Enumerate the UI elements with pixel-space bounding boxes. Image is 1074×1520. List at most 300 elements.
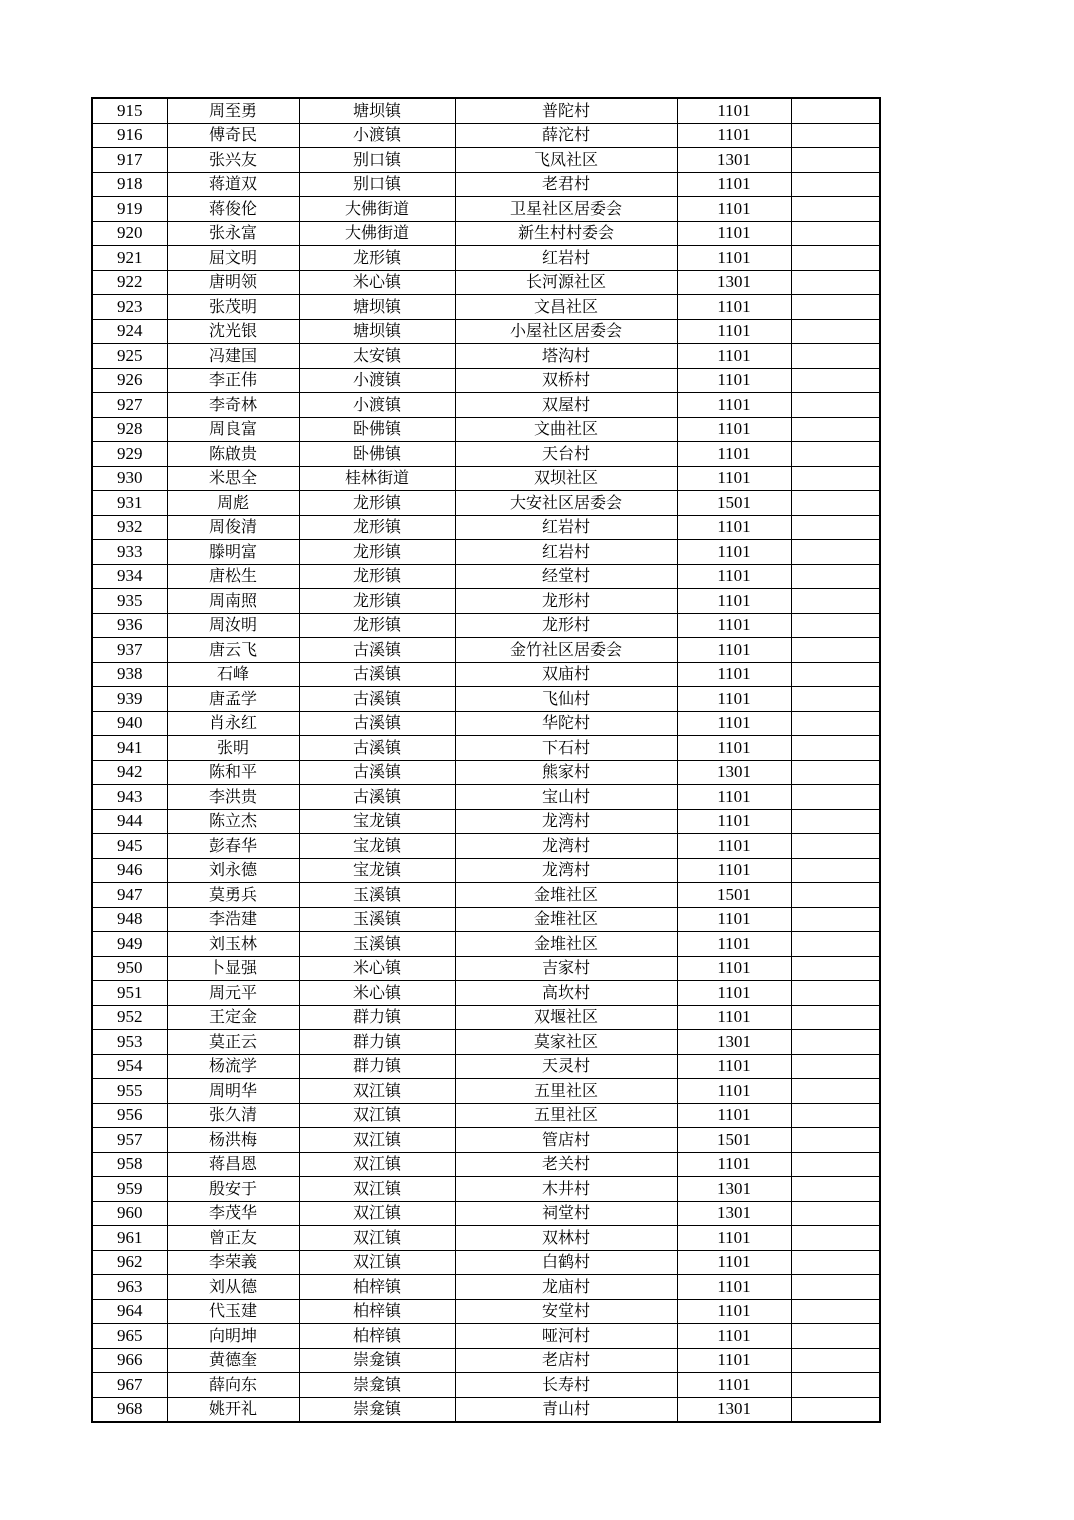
blank-cell xyxy=(791,148,880,173)
blank-cell xyxy=(791,442,880,467)
village-cell: 文昌社区 xyxy=(455,295,677,320)
blank-cell xyxy=(791,344,880,369)
name-cell: 陈和平 xyxy=(167,760,299,785)
name-cell: 莫勇兵 xyxy=(167,883,299,908)
table-row xyxy=(92,172,880,197)
name-cell: 陈啟贵 xyxy=(167,442,299,467)
village-cell: 龙形村 xyxy=(455,589,677,614)
blank-cell xyxy=(791,319,880,344)
name-cell: 薛向东 xyxy=(167,1373,299,1398)
town-cell: 大佛街道 xyxy=(299,221,455,246)
blank-cell xyxy=(791,589,880,614)
code-cell: 1101 xyxy=(677,1373,791,1398)
village-cell: 白鹤村 xyxy=(455,1250,677,1275)
village-cell: 双桥村 xyxy=(455,368,677,393)
data-table xyxy=(91,97,881,1423)
village-cell: 五里社区 xyxy=(455,1079,677,1104)
village-cell: 天台村 xyxy=(455,442,677,467)
index-cell: 931 xyxy=(92,491,167,516)
table-row xyxy=(92,123,880,148)
table-row xyxy=(92,907,880,932)
table-row xyxy=(92,1177,880,1202)
blank-cell xyxy=(791,687,880,712)
blank-cell xyxy=(791,736,880,761)
table-row xyxy=(92,1348,880,1373)
town-cell: 龙形镇 xyxy=(299,540,455,565)
blank-cell xyxy=(791,246,880,271)
village-cell: 飞仙村 xyxy=(455,687,677,712)
town-cell: 双江镇 xyxy=(299,1201,455,1226)
table-row xyxy=(92,858,880,883)
town-cell: 双江镇 xyxy=(299,1079,455,1104)
town-cell: 群力镇 xyxy=(299,1005,455,1030)
blank-cell xyxy=(791,613,880,638)
code-cell: 1101 xyxy=(677,417,791,442)
code-cell: 1301 xyxy=(677,148,791,173)
table-row xyxy=(92,295,880,320)
table-row xyxy=(92,491,880,516)
table-row xyxy=(92,834,880,859)
town-cell: 群力镇 xyxy=(299,1030,455,1055)
town-cell: 米心镇 xyxy=(299,270,455,295)
town-cell: 龙形镇 xyxy=(299,613,455,638)
village-cell: 宝山村 xyxy=(455,785,677,810)
table-row xyxy=(92,1226,880,1251)
name-cell: 傅奇民 xyxy=(167,123,299,148)
index-cell: 936 xyxy=(92,613,167,638)
table-row xyxy=(92,760,880,785)
code-cell: 1501 xyxy=(677,491,791,516)
name-cell: 蒋道双 xyxy=(167,172,299,197)
code-cell: 1101 xyxy=(677,1299,791,1324)
village-cell: 大安社区居委会 xyxy=(455,491,677,516)
town-cell: 米心镇 xyxy=(299,956,455,981)
name-cell: 张永富 xyxy=(167,221,299,246)
name-cell: 姚开礼 xyxy=(167,1397,299,1422)
village-cell: 双屋村 xyxy=(455,393,677,418)
index-cell: 928 xyxy=(92,417,167,442)
blank-cell xyxy=(791,1030,880,1055)
code-cell: 1101 xyxy=(677,1324,791,1349)
town-cell: 古溪镇 xyxy=(299,760,455,785)
code-cell: 1101 xyxy=(677,564,791,589)
name-cell: 冯建国 xyxy=(167,344,299,369)
blank-cell xyxy=(791,907,880,932)
code-cell: 1101 xyxy=(677,197,791,222)
table-row xyxy=(92,1054,880,1079)
table-row xyxy=(92,589,880,614)
town-cell: 双江镇 xyxy=(299,1103,455,1128)
town-cell: 群力镇 xyxy=(299,1054,455,1079)
code-cell: 1101 xyxy=(677,515,791,540)
table-row xyxy=(92,736,880,761)
town-cell: 玉溪镇 xyxy=(299,907,455,932)
table-row xyxy=(92,687,880,712)
village-cell: 下石村 xyxy=(455,736,677,761)
blank-cell xyxy=(791,123,880,148)
code-cell: 1101 xyxy=(677,246,791,271)
index-cell: 941 xyxy=(92,736,167,761)
village-cell: 龙形村 xyxy=(455,613,677,638)
table-row xyxy=(92,956,880,981)
town-cell: 崇龛镇 xyxy=(299,1348,455,1373)
blank-cell xyxy=(791,1005,880,1030)
name-cell: 卜显强 xyxy=(167,956,299,981)
name-cell: 刘玉林 xyxy=(167,932,299,957)
town-cell: 古溪镇 xyxy=(299,687,455,712)
name-cell: 杨流学 xyxy=(167,1054,299,1079)
index-cell: 967 xyxy=(92,1373,167,1398)
index-cell: 934 xyxy=(92,564,167,589)
index-cell: 955 xyxy=(92,1079,167,1104)
name-cell: 石峰 xyxy=(167,662,299,687)
village-cell: 龙湾村 xyxy=(455,858,677,883)
table-row xyxy=(92,1201,880,1226)
village-cell: 青山村 xyxy=(455,1397,677,1422)
name-cell: 周俊清 xyxy=(167,515,299,540)
code-cell: 1101 xyxy=(677,1348,791,1373)
code-cell: 1101 xyxy=(677,981,791,1006)
blank-cell xyxy=(791,883,880,908)
table-row xyxy=(92,246,880,271)
name-cell: 张明 xyxy=(167,736,299,761)
code-cell: 1101 xyxy=(677,932,791,957)
code-cell: 1101 xyxy=(677,1079,791,1104)
code-cell: 1101 xyxy=(677,907,791,932)
town-cell: 古溪镇 xyxy=(299,711,455,736)
table-row xyxy=(92,1373,880,1398)
blank-cell xyxy=(791,515,880,540)
table-row xyxy=(92,1324,880,1349)
blank-cell xyxy=(791,491,880,516)
blank-cell xyxy=(791,1054,880,1079)
town-cell: 古溪镇 xyxy=(299,785,455,810)
blank-cell xyxy=(791,564,880,589)
name-cell: 周南照 xyxy=(167,589,299,614)
town-cell: 龙形镇 xyxy=(299,491,455,516)
name-cell: 李荣義 xyxy=(167,1250,299,1275)
blank-cell xyxy=(791,932,880,957)
name-cell: 刘从德 xyxy=(167,1275,299,1300)
name-cell: 代玉建 xyxy=(167,1299,299,1324)
index-cell: 917 xyxy=(92,148,167,173)
code-cell: 1101 xyxy=(677,98,791,123)
blank-cell xyxy=(791,221,880,246)
village-cell: 新生村村委会 xyxy=(455,221,677,246)
index-cell: 925 xyxy=(92,344,167,369)
name-cell: 周元平 xyxy=(167,981,299,1006)
index-cell: 958 xyxy=(92,1152,167,1177)
name-cell: 李正伟 xyxy=(167,368,299,393)
index-cell: 918 xyxy=(92,172,167,197)
town-cell: 双江镇 xyxy=(299,1128,455,1153)
village-cell: 老店村 xyxy=(455,1348,677,1373)
code-cell: 1501 xyxy=(677,883,791,908)
code-cell: 1101 xyxy=(677,785,791,810)
village-cell: 祠堂村 xyxy=(455,1201,677,1226)
village-cell: 龙庙村 xyxy=(455,1275,677,1300)
code-cell: 1101 xyxy=(677,1275,791,1300)
town-cell: 双江镇 xyxy=(299,1250,455,1275)
table-row xyxy=(92,319,880,344)
index-cell: 924 xyxy=(92,319,167,344)
blank-cell xyxy=(791,270,880,295)
code-cell: 1101 xyxy=(677,540,791,565)
index-cell: 944 xyxy=(92,809,167,834)
blank-cell xyxy=(791,956,880,981)
town-cell: 塘坝镇 xyxy=(299,98,455,123)
town-cell: 柏梓镇 xyxy=(299,1299,455,1324)
table-row xyxy=(92,1250,880,1275)
table-row xyxy=(92,883,880,908)
table-row xyxy=(92,932,880,957)
blank-cell xyxy=(791,1152,880,1177)
code-cell: 1101 xyxy=(677,393,791,418)
table-row xyxy=(92,613,880,638)
name-cell: 杨洪梅 xyxy=(167,1128,299,1153)
name-cell: 张兴友 xyxy=(167,148,299,173)
code-cell: 1101 xyxy=(677,442,791,467)
town-cell: 太安镇 xyxy=(299,344,455,369)
name-cell: 蒋昌恩 xyxy=(167,1152,299,1177)
blank-cell xyxy=(791,98,880,123)
code-cell: 1101 xyxy=(677,956,791,981)
index-cell: 929 xyxy=(92,442,167,467)
index-cell: 960 xyxy=(92,1201,167,1226)
village-cell: 普陀村 xyxy=(455,98,677,123)
blank-cell xyxy=(791,809,880,834)
index-cell: 919 xyxy=(92,197,167,222)
table-row xyxy=(92,270,880,295)
index-cell: 938 xyxy=(92,662,167,687)
blank-cell xyxy=(791,417,880,442)
index-cell: 927 xyxy=(92,393,167,418)
index-cell: 946 xyxy=(92,858,167,883)
village-cell: 红岩村 xyxy=(455,540,677,565)
town-cell: 双江镇 xyxy=(299,1177,455,1202)
table-row xyxy=(92,638,880,663)
index-cell: 942 xyxy=(92,760,167,785)
table-row xyxy=(92,1299,880,1324)
blank-cell xyxy=(791,540,880,565)
village-cell: 金堆社区 xyxy=(455,907,677,932)
table-row xyxy=(92,981,880,1006)
village-cell: 老君村 xyxy=(455,172,677,197)
table-row xyxy=(92,564,880,589)
index-cell: 915 xyxy=(92,98,167,123)
index-cell: 950 xyxy=(92,956,167,981)
blank-cell xyxy=(791,172,880,197)
blank-cell xyxy=(791,785,880,810)
name-cell: 陈立杰 xyxy=(167,809,299,834)
village-cell: 长寿村 xyxy=(455,1373,677,1398)
village-cell: 龙湾村 xyxy=(455,834,677,859)
village-cell: 双坝社区 xyxy=(455,466,677,491)
index-cell: 964 xyxy=(92,1299,167,1324)
blank-cell xyxy=(791,1079,880,1104)
village-cell: 双庙村 xyxy=(455,662,677,687)
name-cell: 唐明领 xyxy=(167,270,299,295)
village-cell: 金竹社区居委会 xyxy=(455,638,677,663)
index-cell: 920 xyxy=(92,221,167,246)
code-cell: 1101 xyxy=(677,589,791,614)
village-cell: 红岩村 xyxy=(455,246,677,271)
name-cell: 屈文明 xyxy=(167,246,299,271)
index-cell: 923 xyxy=(92,295,167,320)
code-cell: 1301 xyxy=(677,270,791,295)
name-cell: 向明坤 xyxy=(167,1324,299,1349)
village-cell: 小屋社区居委会 xyxy=(455,319,677,344)
town-cell: 塘坝镇 xyxy=(299,295,455,320)
town-cell: 玉溪镇 xyxy=(299,932,455,957)
table-row xyxy=(92,1275,880,1300)
code-cell: 1301 xyxy=(677,1201,791,1226)
code-cell: 1101 xyxy=(677,172,791,197)
blank-cell xyxy=(791,1373,880,1398)
name-cell: 米思全 xyxy=(167,466,299,491)
name-cell: 张茂明 xyxy=(167,295,299,320)
blank-cell xyxy=(791,858,880,883)
index-cell: 959 xyxy=(92,1177,167,1202)
code-cell: 1301 xyxy=(677,760,791,785)
table-row xyxy=(92,1397,880,1422)
town-cell: 宝龙镇 xyxy=(299,834,455,859)
index-cell: 922 xyxy=(92,270,167,295)
blank-cell xyxy=(791,1397,880,1422)
village-cell: 经堂村 xyxy=(455,564,677,589)
code-cell: 1101 xyxy=(677,687,791,712)
village-cell: 金堆社区 xyxy=(455,932,677,957)
village-cell: 红岩村 xyxy=(455,515,677,540)
name-cell: 李浩建 xyxy=(167,907,299,932)
code-cell: 1101 xyxy=(677,1250,791,1275)
name-cell: 周良富 xyxy=(167,417,299,442)
name-cell: 周至勇 xyxy=(167,98,299,123)
table-row xyxy=(92,515,880,540)
town-cell: 崇龛镇 xyxy=(299,1397,455,1422)
code-cell: 1101 xyxy=(677,1103,791,1128)
blank-cell xyxy=(791,662,880,687)
index-cell: 939 xyxy=(92,687,167,712)
blank-cell xyxy=(791,1299,880,1324)
table-row xyxy=(92,197,880,222)
name-cell: 唐孟学 xyxy=(167,687,299,712)
code-cell: 1101 xyxy=(677,834,791,859)
name-cell: 滕明富 xyxy=(167,540,299,565)
blank-cell xyxy=(791,981,880,1006)
town-cell: 别口镇 xyxy=(299,172,455,197)
code-cell: 1101 xyxy=(677,295,791,320)
code-cell: 1101 xyxy=(677,662,791,687)
village-cell: 长河源社区 xyxy=(455,270,677,295)
code-cell: 1101 xyxy=(677,1226,791,1251)
town-cell: 小渡镇 xyxy=(299,368,455,393)
town-cell: 龙形镇 xyxy=(299,564,455,589)
index-cell: 968 xyxy=(92,1397,167,1422)
blank-cell xyxy=(791,760,880,785)
code-cell: 1301 xyxy=(677,1397,791,1422)
village-cell: 老关村 xyxy=(455,1152,677,1177)
name-cell: 唐松生 xyxy=(167,564,299,589)
town-cell: 宝龙镇 xyxy=(299,809,455,834)
index-cell: 965 xyxy=(92,1324,167,1349)
index-cell: 952 xyxy=(92,1005,167,1030)
table-row xyxy=(92,98,880,123)
town-cell: 柏梓镇 xyxy=(299,1324,455,1349)
town-cell: 大佛街道 xyxy=(299,197,455,222)
code-cell: 1101 xyxy=(677,638,791,663)
index-cell: 953 xyxy=(92,1030,167,1055)
index-cell: 963 xyxy=(92,1275,167,1300)
index-cell: 945 xyxy=(92,834,167,859)
town-cell: 龙形镇 xyxy=(299,589,455,614)
village-cell: 管店村 xyxy=(455,1128,677,1153)
table-row xyxy=(92,148,880,173)
town-cell: 崇龛镇 xyxy=(299,1373,455,1398)
town-cell: 塘坝镇 xyxy=(299,319,455,344)
blank-cell xyxy=(791,638,880,663)
code-cell: 1101 xyxy=(677,809,791,834)
code-cell: 1101 xyxy=(677,736,791,761)
name-cell: 李茂华 xyxy=(167,1201,299,1226)
code-cell: 1101 xyxy=(677,1005,791,1030)
name-cell: 李奇林 xyxy=(167,393,299,418)
blank-cell xyxy=(791,295,880,320)
village-cell: 卫星社区居委会 xyxy=(455,197,677,222)
blank-cell xyxy=(791,1250,880,1275)
village-cell: 木井村 xyxy=(455,1177,677,1202)
name-cell: 曾正友 xyxy=(167,1226,299,1251)
table-row xyxy=(92,711,880,736)
name-cell: 刘永德 xyxy=(167,858,299,883)
index-cell: 957 xyxy=(92,1128,167,1153)
blank-cell xyxy=(791,393,880,418)
blank-cell xyxy=(791,368,880,393)
blank-cell xyxy=(791,1201,880,1226)
code-cell: 1101 xyxy=(677,344,791,369)
index-cell: 933 xyxy=(92,540,167,565)
name-cell: 黄德奎 xyxy=(167,1348,299,1373)
code-cell: 1101 xyxy=(677,1152,791,1177)
town-cell: 古溪镇 xyxy=(299,662,455,687)
blank-cell xyxy=(791,197,880,222)
table-row xyxy=(92,1103,880,1128)
index-cell: 935 xyxy=(92,589,167,614)
town-cell: 小渡镇 xyxy=(299,393,455,418)
village-cell: 文曲社区 xyxy=(455,417,677,442)
town-cell: 古溪镇 xyxy=(299,736,455,761)
village-cell: 双林村 xyxy=(455,1226,677,1251)
name-cell: 张久清 xyxy=(167,1103,299,1128)
index-cell: 921 xyxy=(92,246,167,271)
code-cell: 1101 xyxy=(677,858,791,883)
village-cell: 金堆社区 xyxy=(455,883,677,908)
blank-cell xyxy=(791,834,880,859)
town-cell: 宝龙镇 xyxy=(299,858,455,883)
town-cell: 桂林街道 xyxy=(299,466,455,491)
town-cell: 双江镇 xyxy=(299,1226,455,1251)
code-cell: 1301 xyxy=(677,1030,791,1055)
town-cell: 卧佛镇 xyxy=(299,442,455,467)
blank-cell xyxy=(791,711,880,736)
code-cell: 1101 xyxy=(677,319,791,344)
table-row xyxy=(92,540,880,565)
town-cell: 龙形镇 xyxy=(299,246,455,271)
town-cell: 米心镇 xyxy=(299,981,455,1006)
name-cell: 周彪 xyxy=(167,491,299,516)
town-cell: 小渡镇 xyxy=(299,123,455,148)
blank-cell xyxy=(791,1226,880,1251)
